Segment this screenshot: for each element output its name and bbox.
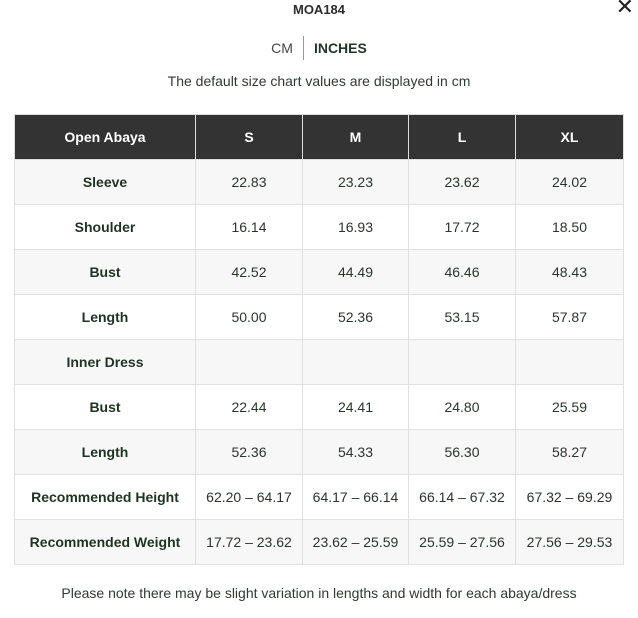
- table-cell: 62.20 – 64.17: [196, 475, 303, 520]
- row-label: Sleeve: [15, 160, 196, 205]
- column-header-l: L: [409, 115, 516, 160]
- table-cell: 23.62 – 25.59: [303, 520, 409, 565]
- table-cell: 64.17 – 66.14: [303, 475, 409, 520]
- column-header-m: M: [303, 115, 409, 160]
- table-cell: 25.59: [516, 385, 624, 430]
- table-cell: 66.14 – 67.32: [409, 475, 516, 520]
- table-cell: 22.44: [196, 385, 303, 430]
- table-cell: 53.15: [409, 295, 516, 340]
- row-label: Shoulder: [15, 205, 196, 250]
- default-units-note: The default size chart values are displayed in cm: [167, 73, 471, 89]
- row-label: Bust: [15, 250, 196, 295]
- table-cell: [516, 340, 624, 385]
- table-cell: 42.52: [196, 250, 303, 295]
- table-row: [15, 160, 624, 205]
- table-cell: 25.59 – 27.56: [409, 520, 516, 565]
- table-cell: 17.72: [409, 205, 516, 250]
- table-row-section-inner-dress: [15, 340, 624, 385]
- table-cell: 23.62: [409, 160, 516, 205]
- table-cell: 27.56 – 29.53: [516, 520, 624, 565]
- table-cell: [409, 340, 516, 385]
- table-cell: 46.46: [409, 250, 516, 295]
- table-row: [15, 475, 624, 520]
- close-icon[interactable]: ✕: [615, 0, 634, 19]
- unit-inches-button[interactable]: INCHES: [313, 40, 367, 56]
- row-label: Length: [15, 430, 196, 475]
- table-cell: 18.50: [516, 205, 624, 250]
- section-label-inner-dress: Inner Dress: [15, 340, 196, 385]
- table-cell: 24.41: [303, 385, 409, 430]
- table-row: [15, 250, 624, 295]
- table-header-row: [15, 115, 624, 160]
- column-header-xl: XL: [516, 115, 624, 160]
- table-row: [15, 295, 624, 340]
- product-code-title: MOA184: [292, 2, 346, 17]
- table-cell: 16.93: [303, 205, 409, 250]
- table-cell: 50.00: [196, 295, 303, 340]
- variation-disclaimer: Please note there may be slight variation in lengths and width for each abaya/dress: [61, 585, 577, 601]
- table-cell: 57.87: [516, 295, 624, 340]
- unit-toggle: [0, 36, 638, 60]
- table-cell: 24.80: [409, 385, 516, 430]
- table-cell: 67.32 – 69.29: [516, 475, 624, 520]
- table-cell: 17.72 – 23.62: [196, 520, 303, 565]
- table-cell: 24.02: [516, 160, 624, 205]
- table-row: [15, 430, 624, 475]
- table-cell: 23.23: [303, 160, 409, 205]
- table-cell: 52.36: [303, 295, 409, 340]
- table-cell: 52.36: [196, 430, 303, 475]
- row-label: Length: [15, 295, 196, 340]
- table-row: [15, 385, 624, 430]
- table-cell: 58.27: [516, 430, 624, 475]
- table-cell: [303, 340, 409, 385]
- table-cell: 22.83: [196, 160, 303, 205]
- table-row: [15, 520, 624, 565]
- size-chart-table: [14, 114, 624, 565]
- table-cell: [196, 340, 303, 385]
- column-header-s: S: [196, 115, 303, 160]
- table-cell: 54.33: [303, 430, 409, 475]
- table-row: [15, 205, 624, 250]
- row-label: Recommended Weight: [15, 520, 196, 565]
- table-cell: 48.43: [516, 250, 624, 295]
- row-label: Recommended Height: [15, 475, 196, 520]
- row-label: Bust: [15, 385, 196, 430]
- table-cell: 44.49: [303, 250, 409, 295]
- column-header-garment: Open Abaya: [15, 115, 196, 160]
- unit-cm-button[interactable]: CM: [271, 40, 293, 56]
- table-cell: 16.14: [196, 205, 303, 250]
- table-cell: 56.30: [409, 430, 516, 475]
